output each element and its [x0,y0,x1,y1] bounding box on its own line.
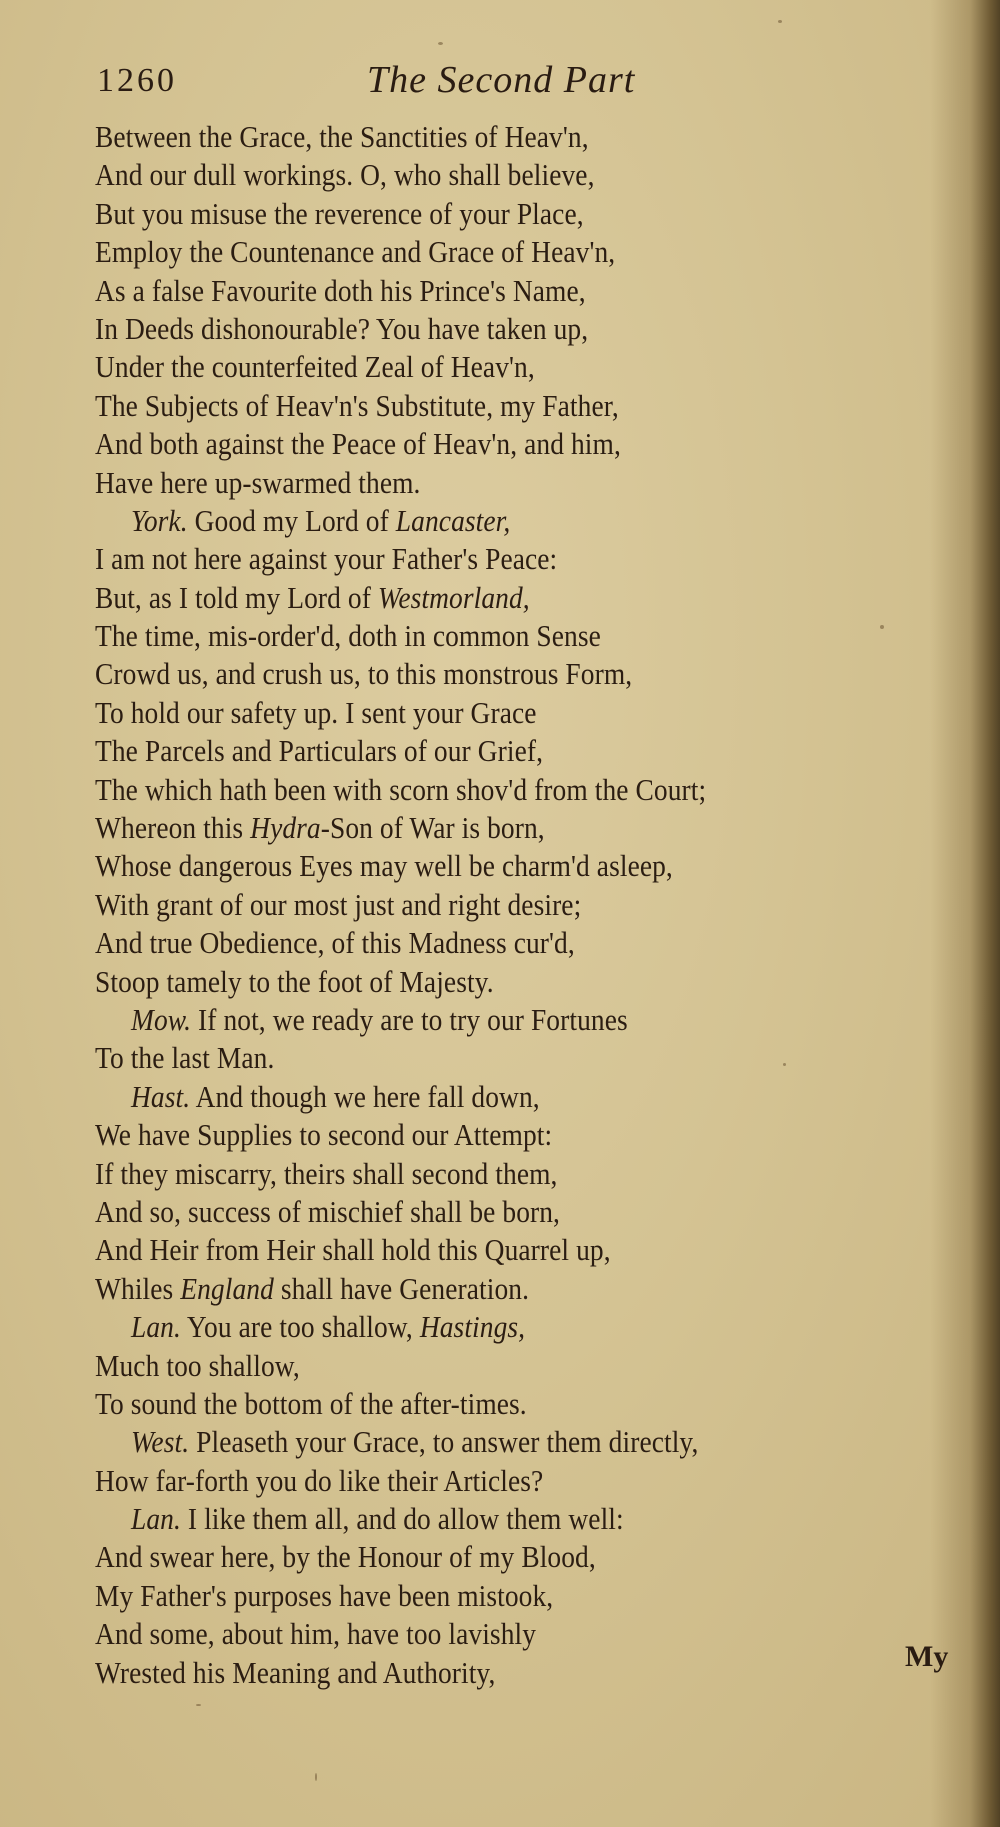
line-text: Whiles [95,1271,181,1306]
verse-line [95,1577,869,1615]
line-text: I am not here against your Father's Peace: [95,542,558,577]
line-text: As a false Favourite doth his Prince's Name, [95,273,586,308]
line-text: And some, about him, have too lavishly [95,1617,537,1652]
verse-line [95,195,869,233]
speech-line [95,1001,869,1039]
verse-line [95,924,869,962]
line-text: And so, success of mischief shall be born, [95,1194,561,1229]
line-text: shall have Generation. [273,1271,530,1306]
ink-speck [778,20,782,23]
page-header [97,58,697,108]
line-text: -Son of War is born, [320,811,545,846]
verse-line [95,1538,869,1576]
italic-text: Hastings, [419,1310,526,1345]
line-text: Under the counterfeited Zeal of Heav'n, [95,350,535,385]
catchword: My [905,1640,949,1673]
line-text: To hold our safety up. I sent your Grace [95,695,537,730]
line-text: Good my Lord of [187,503,396,538]
speech-line [95,1078,869,1116]
verse-line [95,655,869,693]
speaker-name: Hast. [131,1079,191,1114]
ink-speck [315,1773,317,1781]
verse-line [95,1193,869,1231]
verse-line [95,579,869,617]
line-text: And our dull workings. O, who shall believe, [95,158,595,193]
verse-line [95,809,869,847]
line-text: Whose dangerous Eyes may well be charm'd asleep, [95,849,673,884]
line-text: And true Obedience, of this Madness cur'd, [95,926,575,961]
verse-line [95,1039,869,1077]
line-text: But you misuse the reverence of your Place, [95,196,584,231]
verse-line [95,1116,869,1154]
speaker-name: Lan. [131,1310,181,1345]
verse-line [95,1615,869,1653]
speaker-name: Mow. [131,1002,192,1037]
verse-line [95,272,869,310]
line-text: Stoop tamely to the foot of Majesty. [95,964,494,999]
line-text: I like them all, and do allow them well: [180,1502,624,1537]
italic-text: Hydra [250,811,321,846]
line-text: Whereon this [95,811,251,846]
verse-text-block [95,118,955,1692]
verse-line [95,1462,869,1500]
line-text: But, as I told my Lord of [95,580,378,615]
verse-line [95,1270,869,1308]
line-text: And though we here fall down, [190,1079,540,1114]
verse-line [95,886,869,924]
verse-line [95,847,869,885]
line-text: And swear here, by the Honour of my Blood, [95,1540,596,1575]
verse-line [95,348,869,386]
ink-speck [880,625,884,629]
ink-speck [438,42,443,45]
line-text: The Subjects of Heav'n's Substitute, my Father, [95,388,619,423]
line-text: If they miscarry, theirs shall second them, [95,1156,558,1191]
speaker-name: Lan. [131,1502,181,1537]
verse-line [95,694,869,732]
line-text: My Father's purposes have been mistook, [95,1578,554,1613]
verse-line [95,425,869,463]
line-text: And both against the Peace of Heav'n, and him, [95,427,621,462]
verse-line [95,464,869,502]
speech-line [95,1500,869,1538]
line-text: Pleaseth your Grace, to answer them directly, [189,1425,699,1460]
italic-text: Westmorland, [377,580,530,615]
italic-text: Lancaster, [395,503,511,538]
italic-text: England [180,1271,274,1306]
line-text: If not, we ready are to try our Fortunes [191,1002,628,1037]
line-text: With grant of our most just and right desire; [95,887,582,922]
ink-speck [783,1063,786,1066]
speech-line [95,1423,869,1461]
line-text: The time, mis-order'd, doth in common Sense [95,619,601,654]
speaker-name: West. [131,1425,190,1460]
verse-line [95,771,869,809]
verse-line [95,732,869,770]
verse-line [95,156,869,194]
verse-line [95,617,869,655]
line-text: You are too shallow, [180,1310,420,1345]
line-text: Employ the Countenance and Grace of Heav'n, [95,235,616,270]
verse-line [95,1654,869,1692]
line-text: Between the Grace, the Sanctities of Heav'n, [95,120,589,154]
line-text: How far-forth you do like their Articles? [95,1463,544,1498]
verse-line [95,1231,869,1269]
line-text: We have Supplies to second our Attempt: [95,1118,553,1153]
verse-line [95,1347,869,1385]
speaker-name: York. [131,503,188,538]
ink-speck [196,1704,201,1706]
verse-line [95,1385,869,1423]
line-text: Much too shallow, [95,1348,300,1383]
running-head: The Second Part [367,59,636,101]
line-text: The Parcels and Particulars of our Grief, [95,734,544,769]
verse-line [95,387,869,425]
verse-line [95,1155,869,1193]
verse-line [95,310,869,348]
line-text: To sound the bottom of the after-times. [95,1386,527,1421]
line-text: In Deeds dishonourable? You have taken up, [95,311,589,346]
verse-line [95,118,869,156]
page-number: 1260 [97,62,177,99]
line-text: And Heir from Heir shall hold this Quarrel up, [95,1233,611,1268]
verse-line [95,540,869,578]
line-text: Have here up-swarmed them. [95,465,421,500]
verse-line [95,963,869,1001]
line-text: Wrested his Meaning and Authority, [95,1655,496,1690]
speech-line [95,1308,869,1346]
speech-line [95,502,869,540]
verse-line [95,233,869,271]
line-text: The which hath been with scorn shov'd from the Court; [95,772,707,807]
line-text: To the last Man. [95,1041,275,1076]
line-text: Crowd us, and crush us, to this monstrous Form, [95,657,633,692]
